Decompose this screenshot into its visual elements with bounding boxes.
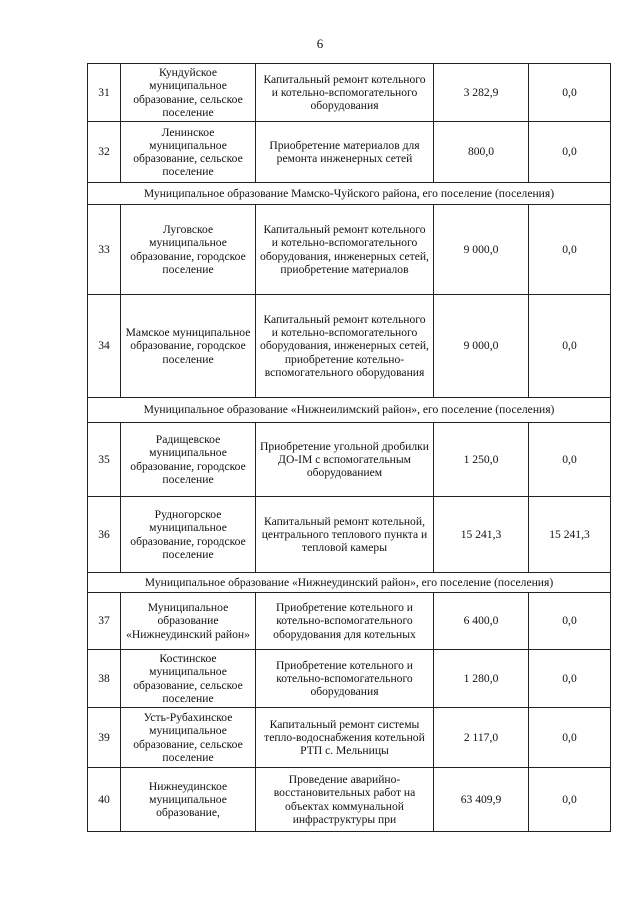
amount-total-cell: 9 000,0 [434, 205, 529, 295]
table-row [88, 64, 611, 122]
row-number-cell: 36 [88, 497, 121, 573]
amount-secondary-cell: 0,0 [529, 423, 611, 497]
amount-secondary-cell: 0,0 [529, 122, 611, 183]
amount-secondary-cell: 0,0 [529, 295, 611, 398]
work-description-cell: Приобретение угольной дробилки ДО-IМ с вспомогательным оборудованием [256, 423, 434, 497]
section-header-row [88, 573, 611, 593]
table-row [88, 497, 611, 573]
amount-total-cell: 9 000,0 [434, 295, 529, 398]
municipality-name-cell: Костинское муниципальное образование, сельское поселение [121, 650, 256, 708]
work-description-cell: Приобретение котельного и котельно-вспомогательного оборудования [256, 650, 434, 708]
amount-secondary-cell: 0,0 [529, 768, 611, 832]
work-description-cell: Капитальный ремонт котельной, центрального теплового пункта и тепловой камеры [256, 497, 434, 573]
amount-secondary-cell: 0,0 [529, 650, 611, 708]
work-description-cell: Приобретение котельного и котельно-вспомогательного оборудования для котельных [256, 593, 434, 650]
amount-secondary-cell: 0,0 [529, 64, 611, 122]
work-description-cell: Капитальный ремонт котельного и котельно-вспомогательного оборудования [256, 64, 434, 122]
table-body [88, 64, 611, 832]
amount-total-cell: 3 282,9 [434, 64, 529, 122]
table-row [88, 768, 611, 832]
work-description-cell: Капитальный ремонт котельного и котельно-вспомогательного оборудования, инженерных сетей, приобретение материалов [256, 205, 434, 295]
municipality-name-cell: Мамское муниципальное образование, городское поселение [121, 295, 256, 398]
municipality-name-cell: Радищевское муниципальное образование, городское поселение [121, 423, 256, 497]
amount-total-cell: 15 241,3 [434, 497, 529, 573]
section-header-row [88, 183, 611, 205]
municipality-name-cell: Усть-Рубахинское муниципальное образование, сельское поселение [121, 708, 256, 768]
municipality-name-cell: Нижнеудинское муниципальное образование, [121, 768, 256, 832]
work-description-cell: Проведение аварийно-восстановительных работ на объектах коммунальной инфраструктуры при [256, 768, 434, 832]
page-number: 6 [316, 36, 324, 51]
amount-secondary-cell: 0,0 [529, 205, 611, 295]
municipality-name-cell: Луговское муниципальное образование, городское поселение [121, 205, 256, 295]
amount-total-cell: 2 117,0 [434, 708, 529, 768]
municipality-name-cell: Рудногорское муниципальное образование, городское поселение [121, 497, 256, 573]
table-row [88, 650, 611, 708]
row-number-cell: 39 [88, 708, 121, 768]
municipality-name-cell: Кундуйское муниципальное образование, сельское поселение [121, 64, 256, 122]
table-row [88, 295, 611, 398]
municipality-name-cell: Муниципальное образование «Нижнеудинский район» [121, 593, 256, 650]
amount-total-cell: 1 250,0 [434, 423, 529, 497]
table-row [88, 205, 611, 295]
section-title: Муниципальное образование «Нижнеудинский район», его поселение (поселения) [88, 573, 611, 593]
amount-secondary-cell: 0,0 [529, 708, 611, 768]
row-number-cell: 32 [88, 122, 121, 183]
table-row [88, 122, 611, 183]
amount-secondary-cell: 15 241,3 [529, 497, 611, 573]
amount-total-cell: 1 280,0 [434, 650, 529, 708]
section-title: Муниципальное образование «Нижнеилимский район», его поселение (поселения) [88, 398, 611, 423]
work-description-cell: Капитальный ремонт системы тепло-водоснабжения котельной РТП с. Мельницы [256, 708, 434, 768]
municipality-name-cell: Ленинское муниципальное образование, сельское поселение [121, 122, 256, 183]
row-number-cell: 38 [88, 650, 121, 708]
work-description-cell: Капитальный ремонт котельного и котельно-вспомогательного оборудования, инженерных сетей, приобретение котельно-вспомогательного оборудования [256, 295, 434, 398]
row-number-cell: 40 [88, 768, 121, 832]
row-number-cell: 33 [88, 205, 121, 295]
funding-table [87, 63, 611, 832]
section-header-row [88, 398, 611, 423]
amount-total-cell: 800,0 [434, 122, 529, 183]
amount-total-cell: 63 409,9 [434, 768, 529, 832]
amount-secondary-cell: 0,0 [529, 593, 611, 650]
row-number-cell: 31 [88, 64, 121, 122]
row-number-cell: 34 [88, 295, 121, 398]
table-row [88, 708, 611, 768]
work-description-cell: Приобретение материалов для ремонта инженерных сетей [256, 122, 434, 183]
row-number-cell: 37 [88, 593, 121, 650]
amount-total-cell: 6 400,0 [434, 593, 529, 650]
row-number-cell: 35 [88, 423, 121, 497]
section-title: Муниципальное образование Мамско-Чуйского района, его поселение (поселения) [88, 183, 611, 205]
table-row [88, 593, 611, 650]
table-row [88, 423, 611, 497]
